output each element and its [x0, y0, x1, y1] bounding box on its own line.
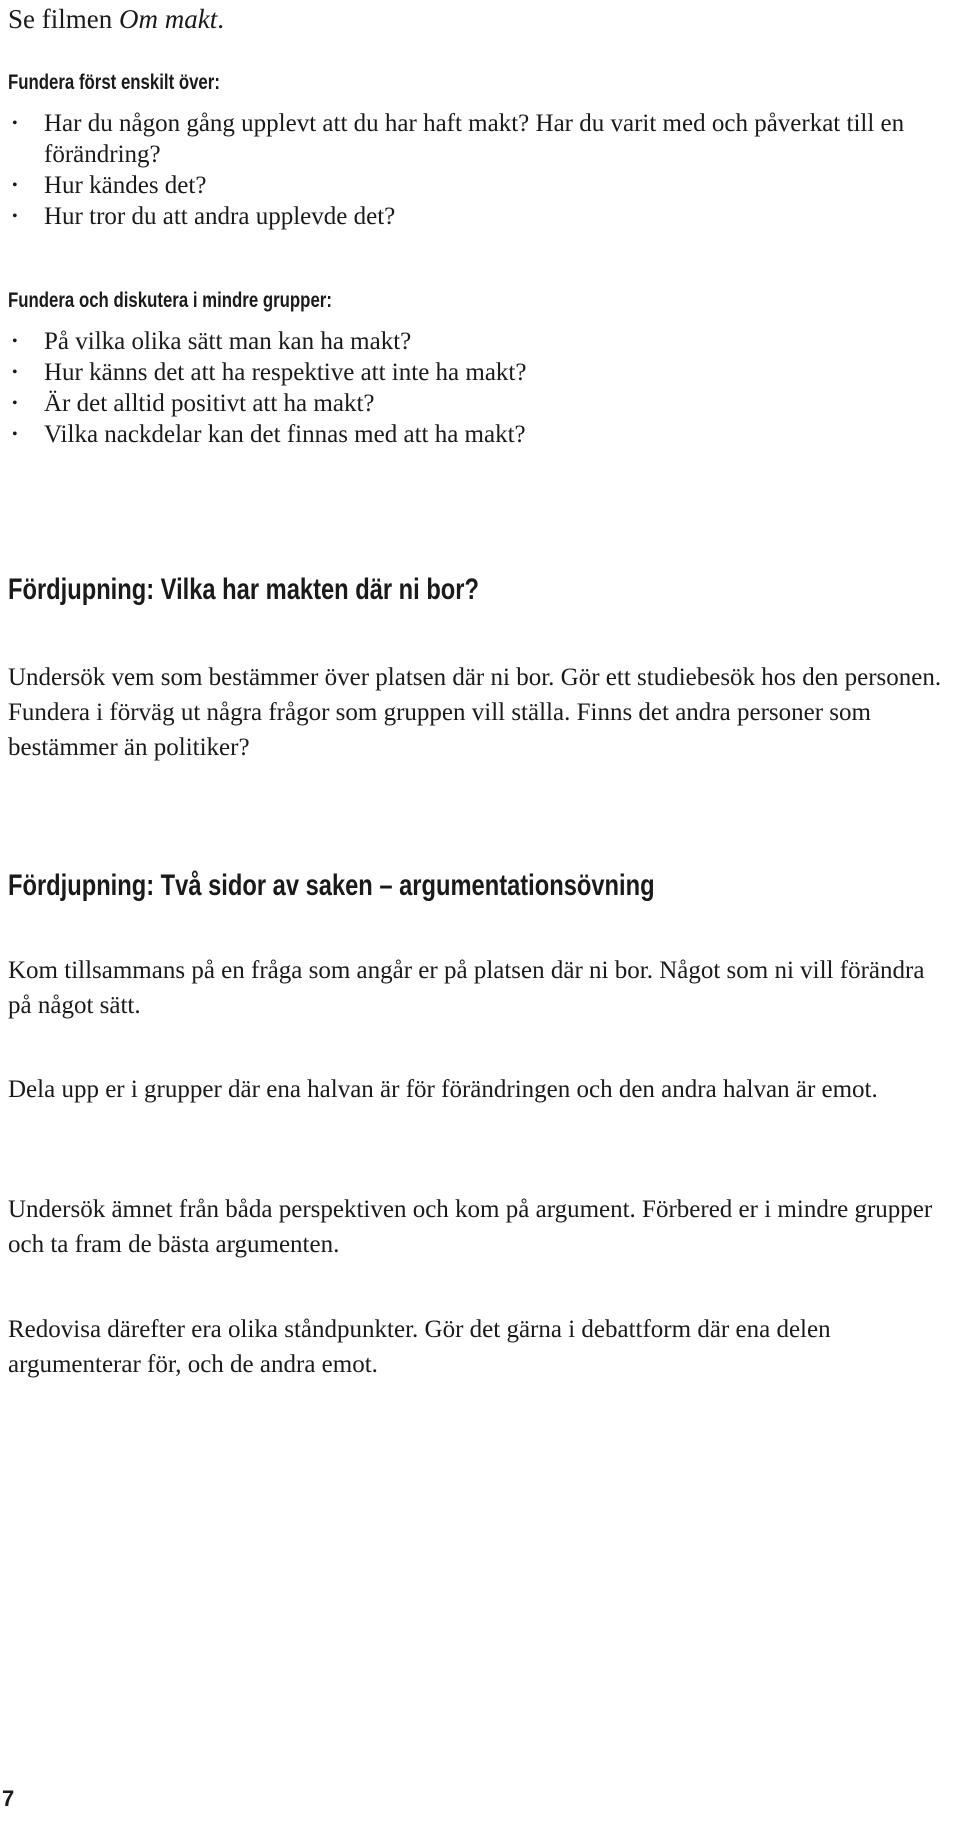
- section4-heading: Fördjupning: Två sidor av saken – argumentationsövning: [8, 869, 655, 902]
- page-number: 7: [2, 1786, 15, 1811]
- section4-paragraph-3: Undersök ämnet från båda perspektiven och kom på argument. Förbered er i mindre grupper och ta fram de bästa argumenten.: [8, 1196, 933, 1258]
- list-item: • Hur känns det att ha respektive att inte ha makt?: [8, 357, 948, 388]
- section4-paragraph-1: Kom tillsammans på en fråga som angår er på platsen där ni bor. Något som ni vill förändra på något sätt.: [8, 957, 925, 1019]
- film-title: Om makt: [118, 4, 218, 34]
- list-item: • Hur tror du att andra upplevde det?: [8, 201, 948, 232]
- list-item: • Vilka nackdelar kan det finnas med att ha makt?: [8, 419, 948, 450]
- section3-heading: Fördjupning: Vilka har makten där ni bor?: [8, 573, 479, 606]
- section1-bullet-list: [8, 108, 948, 232]
- section1-heading: Fundera först enskilt över:: [8, 71, 220, 94]
- section2-bullet-list: [8, 326, 948, 450]
- section4-paragraph-4: Redovisa därefter era olika ståndpunkter. Gör det gärna i debattform där ena delen argumenterar för, och de andra emot.: [8, 1316, 831, 1378]
- list-item: • Hur kändes det?: [8, 170, 948, 201]
- list-item: • Har du någon gång upplevt att du har haft makt? Har du varit med och påverkat till en förändring?: [8, 108, 948, 170]
- section3-paragraph: Undersök vem som bestämmer över platsen där ni bor. Gör ett studiebesök hos den personen. Fundera i förväg ut några frågor som gruppen vill ställa. Finns det andra personer som bestämmer än politiker?: [8, 664, 942, 761]
- intro-line: [8, 2, 224, 36]
- list-item: • Är det alltid positivt att ha makt?: [8, 388, 948, 419]
- intro-prefix: Se filmen: [8, 4, 119, 34]
- intro-suffix: .: [217, 4, 224, 34]
- section4-paragraph-2: Dela upp er i grupper där ena halvan är för förändringen och den andra halvan är emot.: [8, 1076, 878, 1103]
- section2-heading: Fundera och diskutera i mindre grupper:: [8, 289, 332, 312]
- list-item: • På vilka olika sätt man kan ha makt?: [8, 326, 948, 357]
